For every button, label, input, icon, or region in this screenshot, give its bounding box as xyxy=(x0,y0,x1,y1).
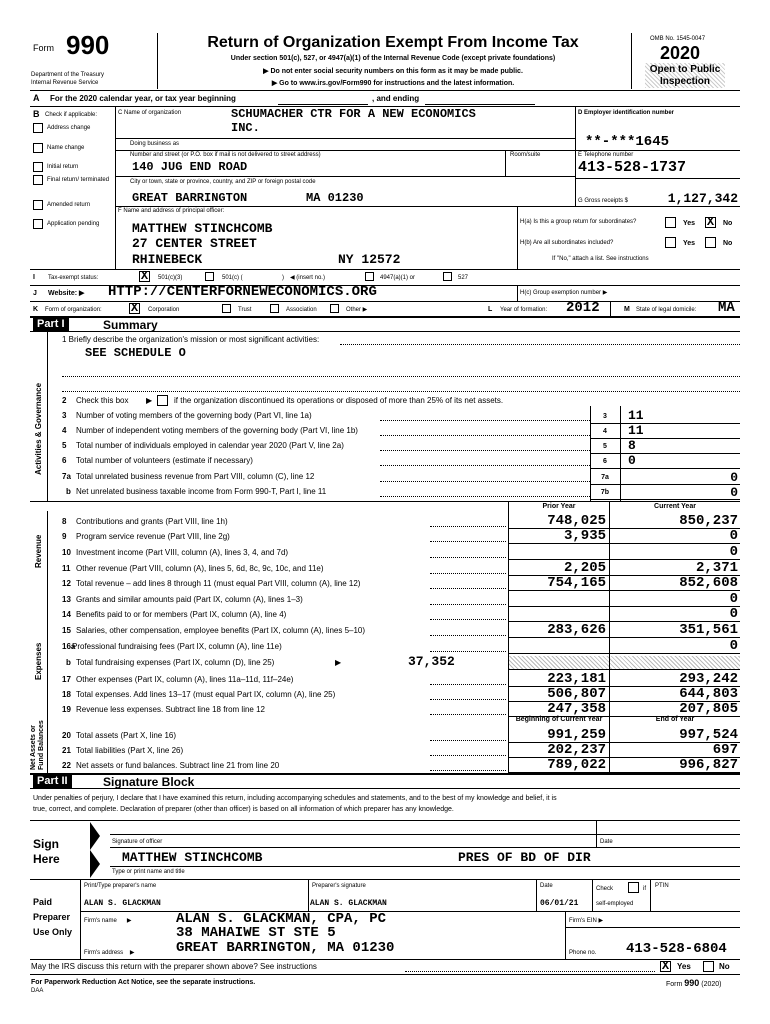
other-label: Other ▶ xyxy=(346,307,368,313)
hb-note: If "No," attach a list. See instructions xyxy=(552,256,649,262)
line-number: b xyxy=(66,487,71,496)
prior-year-value: 3,935 xyxy=(563,528,606,544)
current-year-value: 850,237 xyxy=(679,513,738,529)
ha-yes-checkbox[interactable] xyxy=(665,217,676,228)
current-year-value: 996,827 xyxy=(679,757,738,773)
line-j-label: J xyxy=(33,290,37,297)
shaded-cell xyxy=(509,656,740,669)
4947-label: 4947(a)(1) or xyxy=(380,275,416,281)
ha-yes-label: Yes xyxy=(683,220,696,227)
prior-year-value: 789,022 xyxy=(547,757,606,773)
e-label: E Telephone number xyxy=(578,152,634,158)
line-number: 14 xyxy=(62,610,71,619)
line-m-label: M xyxy=(624,306,630,313)
b-checkbox-0[interactable] xyxy=(33,123,43,133)
firm-ein-label: Firm's EIN ▶ xyxy=(569,918,604,924)
hb-no-label: No xyxy=(723,240,733,247)
if-label: if xyxy=(643,886,646,892)
tax-year: 2020 xyxy=(660,43,701,63)
line-number: 20 xyxy=(62,731,71,740)
street: 140 JUG END ROAD xyxy=(132,160,248,174)
corporation-label: Corporation xyxy=(148,307,180,313)
current-year-value: 697 xyxy=(712,742,738,758)
officer-state-zip: NY 12572 xyxy=(338,252,401,267)
leader-dots xyxy=(380,420,590,421)
line2-arrow-icon: ▶ xyxy=(146,396,153,405)
org-name-2: INC. xyxy=(231,121,260,135)
line-box-number: 4 xyxy=(603,428,607,435)
line-box-number: 6 xyxy=(603,458,607,465)
line-text: Total fundraising expenses (Part IX, column (D), line 25) xyxy=(76,658,275,667)
officer-city: RHINEBECK xyxy=(132,252,203,267)
leader-dots xyxy=(430,557,506,558)
b-label: B xyxy=(33,109,40,119)
corporation-checkbox[interactable]: X xyxy=(130,301,139,315)
here-label: Here xyxy=(33,852,60,866)
527-checkbox[interactable] xyxy=(443,272,452,281)
line-number: 16a xyxy=(62,642,76,651)
leader-dots xyxy=(430,651,506,652)
leader-dots xyxy=(430,714,506,715)
discuss-no-label: No xyxy=(719,962,730,971)
line-number: 17 xyxy=(62,675,71,684)
line-text: Professional fundraising fees (Part IX, column (A), line 11e) xyxy=(72,642,282,651)
line-box-number: 7a xyxy=(601,474,609,481)
sig-date-label: Date xyxy=(600,839,613,845)
line-value: 0 xyxy=(628,453,636,468)
leader-dots xyxy=(430,588,506,589)
current-year-value: 0 xyxy=(729,638,738,654)
b-item-label: Name change xyxy=(47,145,85,151)
officer-name: MATTHEW STINCHCOMB xyxy=(132,221,273,236)
leader-dots xyxy=(430,699,506,700)
prior-year-value: 754,165 xyxy=(547,575,606,591)
discuss-yes-label: Yes xyxy=(677,962,691,971)
current-year-value: 0 xyxy=(729,591,738,607)
sidebar-revenue: Revenue xyxy=(34,534,43,568)
b-checkbox-1[interactable] xyxy=(33,143,43,153)
omb-number: OMB No. 1545-0047 xyxy=(650,36,706,42)
line-number: 9 xyxy=(62,532,67,541)
line-value: 0 xyxy=(730,470,738,485)
state-zip: MA 01230 xyxy=(306,191,364,205)
line-number: 22 xyxy=(62,761,71,770)
dba-label: Doing business as xyxy=(130,141,180,147)
dept: Department of the Treasury xyxy=(31,72,105,78)
line-l-text: Year of formation: xyxy=(500,307,548,313)
preparer-label: Preparer xyxy=(33,912,71,922)
firm-address-2: GREAT BARRINGTON, MA 01230 xyxy=(176,940,395,956)
ha-label: H(a) Is this a group return for subordinates? xyxy=(520,219,637,225)
form-subtitle: Under section 501(c), 527, or 4947(a)(1) of the Internal Revenue Code (except private foundations) xyxy=(230,55,556,62)
ein: **-***1645 xyxy=(585,134,670,150)
pname-label: Print/Type preparer's name xyxy=(84,883,157,889)
prior-year-value: 2,205 xyxy=(563,560,606,576)
line-a-label: A xyxy=(33,93,40,103)
preparer-date: 06/01/21 xyxy=(540,899,579,908)
line-number: 4 xyxy=(62,426,67,435)
line-number: 13 xyxy=(62,595,71,604)
row-rule xyxy=(508,669,740,670)
line-number: 12 xyxy=(62,579,71,588)
line-text: Number of voting members of the governing body (Part VI, line 1a) xyxy=(76,411,312,420)
line1-text: 1 Briefly describe the organization's mission or most significant activities: xyxy=(62,335,320,344)
row-rule xyxy=(590,499,740,500)
hc-label: H(c) Group exemption number ▶ xyxy=(520,290,608,296)
website-label: Website: ▶ xyxy=(48,290,85,297)
current-year-header: Current Year xyxy=(654,503,696,510)
prior-year-value: 247,358 xyxy=(547,701,606,717)
declaration-1: Under penalties of perjury, I declare that I have examined this return, including accompanying schedules and statements, and to the best of my knowledge and belief, it is xyxy=(33,795,557,802)
part2-title: Signature Block xyxy=(103,775,195,789)
line-text: Revenue less expenses. Subtract line 18 from line 12 xyxy=(76,705,265,714)
footer-form: Form 990 (2020) xyxy=(666,978,722,988)
line-text: Total liabilities (Part X, line 26) xyxy=(76,746,184,755)
eoy-header: End of Year xyxy=(655,716,695,723)
check-label: Check xyxy=(596,886,614,892)
preparer-phone: 413-528-6804 xyxy=(626,941,727,957)
501c-checkbox[interactable] xyxy=(205,272,214,281)
501c3-checkbox[interactable]: X xyxy=(140,269,149,283)
b-checkbox-5[interactable] xyxy=(33,219,43,229)
firm-name-label: Firm's name ▶ xyxy=(84,918,132,924)
row-rule xyxy=(508,590,740,591)
hb-label: H(b) Are all subordinates included? xyxy=(520,240,614,246)
line-value: 8 xyxy=(628,438,636,453)
line-l-label: L xyxy=(488,306,493,313)
prior-year-value: 283,626 xyxy=(547,622,606,638)
officer-street: 27 CENTER STREET xyxy=(132,236,257,251)
part1-label: Part I xyxy=(33,318,69,331)
fundraising-expenses: 37,352 xyxy=(408,654,455,669)
line-text: Net unrelated business taxable income from Form 990-T, Part I, line 11 xyxy=(76,487,327,496)
leader-dots xyxy=(430,604,506,605)
f-label: F Name and address of principal officer: xyxy=(118,208,225,214)
line-text: Total revenue – add lines 8 through 11 (must equal Part VIII, column (A), line 12) xyxy=(76,579,361,588)
hb-no-checkbox[interactable] xyxy=(705,237,716,248)
row-rule xyxy=(508,653,740,654)
paid-label: Paid xyxy=(33,897,53,907)
line-text: Contributions and grants (Part VIII, line 1h) xyxy=(76,517,228,526)
pdate-label: Date xyxy=(540,883,553,889)
501c3-label: 501(c)(3) xyxy=(158,275,183,281)
psig-label: Preparer's signature xyxy=(312,883,366,889)
leader-dots xyxy=(380,481,590,482)
b-item-label: Final return/ terminated xyxy=(47,177,110,183)
sidebar-activities: Activities & Governance xyxy=(34,382,43,475)
street-label: Number and street (or P.O. box if mail is not delivered to street address) xyxy=(130,152,321,158)
irs: Internal Revenue Service xyxy=(31,80,99,86)
line-number: 21 xyxy=(62,746,71,755)
formation-year: 2012 xyxy=(566,300,600,316)
hb-yes-checkbox[interactable] xyxy=(665,237,676,248)
leader-dots xyxy=(380,435,590,436)
527-label: 527 xyxy=(458,275,469,281)
line-number: 10 xyxy=(62,548,71,557)
signer-name: MATTHEW STINCHCOMB xyxy=(122,850,263,865)
line-number: b xyxy=(66,658,71,667)
line2-checkbox[interactable] xyxy=(157,395,168,406)
line-value: 11 xyxy=(628,423,644,438)
part1-title: Summary xyxy=(103,318,158,332)
city-label: City or town, state or province, country, and ZIP or foreign postal code xyxy=(130,179,316,185)
current-year-value: 2,371 xyxy=(695,560,738,576)
sidebar-expenses: Expenses xyxy=(34,642,43,680)
line-number: 5 xyxy=(62,441,67,450)
firm-address-1: 38 MAHAIWE ST STE 5 xyxy=(176,925,336,941)
sign-arrow-icon xyxy=(90,822,100,850)
discuss-yes-checkbox[interactable]: X xyxy=(661,959,670,973)
line-number: 15 xyxy=(62,626,71,635)
current-year-value: 0 xyxy=(729,528,738,544)
use-only-label: Use Only xyxy=(33,927,73,937)
line-m-text: State of legal domicile: xyxy=(636,307,697,313)
open-public: Open to Public xyxy=(649,64,721,75)
preparer-name: ALAN S. GLACKMAN xyxy=(84,899,161,908)
arrow-icon: ▶ xyxy=(335,658,342,667)
line-text: Total number of individuals employed in calendar year 2020 (Part V, line 2a) xyxy=(76,441,344,450)
line-text: Benefits paid to or for members (Part IX, column (A), line 4) xyxy=(76,610,287,619)
line-i-label: I xyxy=(33,274,35,281)
leader-dots xyxy=(430,635,506,636)
mission: SEE SCHEDULE O xyxy=(85,346,186,360)
inspection: Inspection xyxy=(659,76,710,87)
box-rule xyxy=(620,406,621,501)
line-number: 6 xyxy=(62,456,67,465)
b-checkbox-3[interactable] xyxy=(33,175,43,185)
line-k-text: Form of organization: xyxy=(45,307,102,313)
preparer-signature: ALAN S. GLACKMAN xyxy=(310,899,387,908)
ssn-note: ▶ Do not enter social security numbers on this form as it may be made public. xyxy=(263,68,523,75)
line-number: 18 xyxy=(62,690,71,699)
current-year-value: 0 xyxy=(729,606,738,622)
line-number: 19 xyxy=(62,705,71,714)
firm-address-label: Firm's address ▶ xyxy=(84,950,135,956)
part2-label: Part II xyxy=(33,775,72,788)
sign-label: Sign xyxy=(33,837,59,851)
4947-checkbox[interactable] xyxy=(365,272,374,281)
website-url[interactable]: HTTP://CENTERFORNEWECONOMICS.ORG xyxy=(108,284,377,300)
row-rule xyxy=(590,484,740,485)
org-name-1: SCHUMACHER CTR FOR A NEW ECONOMICS xyxy=(231,107,476,121)
c-label: C Name of organization xyxy=(118,110,182,116)
prior-year-value: 223,181 xyxy=(547,671,606,687)
501c-paren: ) xyxy=(282,275,284,281)
line-text: Net assets or fund balances. Subtract line 21 from line 20 xyxy=(76,761,280,770)
self-employed-checkbox[interactable] xyxy=(628,882,639,893)
prior-year-value: 202,237 xyxy=(547,742,606,758)
row-rule xyxy=(590,453,740,454)
leader-dots xyxy=(430,526,506,527)
row-rule xyxy=(590,423,740,424)
other-checkbox[interactable] xyxy=(330,304,339,313)
b-title: Check if applicable: xyxy=(45,112,98,118)
current-year-value: 644,803 xyxy=(679,686,738,702)
line-text: Total number of volunteers (estimate if necessary) xyxy=(76,456,253,465)
line-text: Other revenue (Part VIII, column (A), lines 5, 6d, 8c, 9c, 10c, and 11e) xyxy=(76,564,324,573)
sig-officer-label: Signature of officer xyxy=(112,839,163,845)
leader-dots xyxy=(430,573,506,574)
current-year-value: 351,561 xyxy=(679,622,738,638)
b-item-label: Application pending xyxy=(47,221,100,227)
domicile-state: MA xyxy=(718,300,735,316)
city: GREAT BARRINGTON xyxy=(132,191,248,205)
daa: DAA xyxy=(31,988,44,994)
b-item-label: Address change xyxy=(47,125,91,131)
line-a-ending: , and ending xyxy=(372,94,420,103)
line-text: Salaries, other compensation, employee benefits (Part IX, column (A), lines 5–10) xyxy=(76,626,366,635)
current-year-value: 293,242 xyxy=(679,671,738,687)
leader-dots xyxy=(380,496,590,497)
leader-dots xyxy=(430,684,506,685)
box-rule xyxy=(590,406,591,501)
firm-name: ALAN S. GLACKMAN, CPA, PC xyxy=(176,911,387,927)
name-arrow-icon xyxy=(90,850,100,878)
association-label: Association xyxy=(286,307,317,313)
line-text: Program service revenue (Part VIII, line 2g) xyxy=(76,532,230,541)
leader-dots xyxy=(430,541,506,542)
b-checkbox-4[interactable] xyxy=(33,200,43,210)
line-number: 3 xyxy=(62,411,67,420)
sidebar-net-assets: Net Assets or Fund Balances xyxy=(30,720,45,770)
row-rule xyxy=(590,468,740,469)
current-year-value: 0 xyxy=(729,544,738,560)
line-text: Total expenses. Add lines 13–17 (must equal Part IX, column (A), line 25) xyxy=(76,690,336,699)
boy-header: Beginning of Current Year xyxy=(515,716,603,723)
line-box-number: 7b xyxy=(600,489,610,496)
line-number: 8 xyxy=(62,517,67,526)
gross-receipts: 1,127,342 xyxy=(667,191,738,206)
insert-no: ◀ (insert no.) xyxy=(290,275,325,281)
room-label: Room/suite xyxy=(510,152,541,158)
b-checkbox-2[interactable] xyxy=(33,162,43,172)
line-value: 11 xyxy=(628,408,644,423)
discuss-no-checkbox[interactable] xyxy=(703,961,714,972)
ha-no-label: No xyxy=(723,220,733,227)
hb-yes-label: Yes xyxy=(683,240,696,247)
line-text: Grants and similar amounts paid (Part IX, column (A), lines 1–3) xyxy=(76,595,303,604)
row-rule xyxy=(590,438,740,439)
discuss-text: May the IRS discuss this return with the preparer shown above? See instructions xyxy=(31,962,317,971)
current-year-value: 997,524 xyxy=(679,727,738,743)
prior-year-value: 748,025 xyxy=(547,513,606,529)
line-box-number: 5 xyxy=(603,443,607,450)
phone-label: Phone no. xyxy=(569,950,597,956)
line-text: Total unrelated business revenue from Part VIII, column (C), line 12 xyxy=(76,472,315,481)
line-i-text: Tax-exempt status: xyxy=(48,275,99,281)
ptin-label: PTIN xyxy=(655,883,669,889)
b-item-label: Amended return xyxy=(47,202,91,208)
line2-text: Check this box xyxy=(76,396,129,405)
line-k-label: K xyxy=(33,306,39,313)
trust-label: Trust xyxy=(238,307,252,313)
leader-dots xyxy=(430,619,506,620)
g-label: G Gross receipts $ xyxy=(578,198,629,204)
line-number: 2 xyxy=(62,396,67,405)
line-number: 11 xyxy=(62,564,71,573)
line-text: Other expenses (Part IX, column (A), lines 11a–11d, 11f–24e) xyxy=(76,675,294,684)
current-year-value: 852,608 xyxy=(679,575,738,591)
current-year-value: 207,805 xyxy=(679,701,738,717)
type-label: Type or print name and title xyxy=(112,869,185,875)
form-title: Return of Organization Exempt From Income Tax xyxy=(207,34,579,51)
association-checkbox[interactable] xyxy=(270,304,279,313)
line-text: Total assets (Part X, line 16) xyxy=(76,731,177,740)
self-employed-label: self-employed xyxy=(596,901,634,907)
phone: 413-528-1737 xyxy=(578,159,687,176)
line-text: Investment income (Part VIII, column (A), lines 3, 4, and 7d) xyxy=(76,548,289,557)
row-rule xyxy=(508,637,740,638)
paperwork-notice: For Paperwork Reduction Act Notice, see the separate instructions. xyxy=(31,979,256,986)
leader-dots xyxy=(430,755,506,756)
form-number: 990 xyxy=(66,30,110,60)
leader-dots xyxy=(430,740,506,741)
d-label: D Employer identification number xyxy=(578,110,675,116)
prior-year-value: 506,807 xyxy=(547,686,606,702)
line-box-number: 3 xyxy=(603,413,607,420)
line-value: 0 xyxy=(730,485,738,500)
prior-year-value: 991,259 xyxy=(547,727,606,743)
trust-checkbox[interactable] xyxy=(222,304,231,313)
ha-no-checkbox[interactable]: X xyxy=(706,215,715,229)
signer-title: PRES OF BD OF DIR xyxy=(458,850,591,865)
501c-label: 501(c) ( xyxy=(222,275,243,281)
form-word: Form xyxy=(33,43,54,53)
line2-text-2: if the organization discontinued its operations or disposed of more than 25% of its net assets. xyxy=(174,396,504,405)
line-number: 7a xyxy=(62,472,71,481)
line-a-text: For the 2020 calendar year, or tax year beginning xyxy=(50,94,236,103)
declaration-2: true, correct, and complete. Declaration of preparer (other than officer) is based on all information of which preparer has any knowledge. xyxy=(33,806,454,813)
line-text: Number of independent voting members of the governing body (Part VI, line 1b) xyxy=(76,426,358,435)
row-rule xyxy=(508,543,740,544)
leader-dots xyxy=(380,450,590,451)
prior-year-header: Prior Year xyxy=(542,503,576,510)
leader-dots xyxy=(430,770,506,771)
leader-dots xyxy=(380,465,590,466)
goto-note: ▶ Go to www.irs.gov/Form990 for instructions and the latest information. xyxy=(271,80,515,87)
b-item-label: Initial return xyxy=(47,164,79,170)
